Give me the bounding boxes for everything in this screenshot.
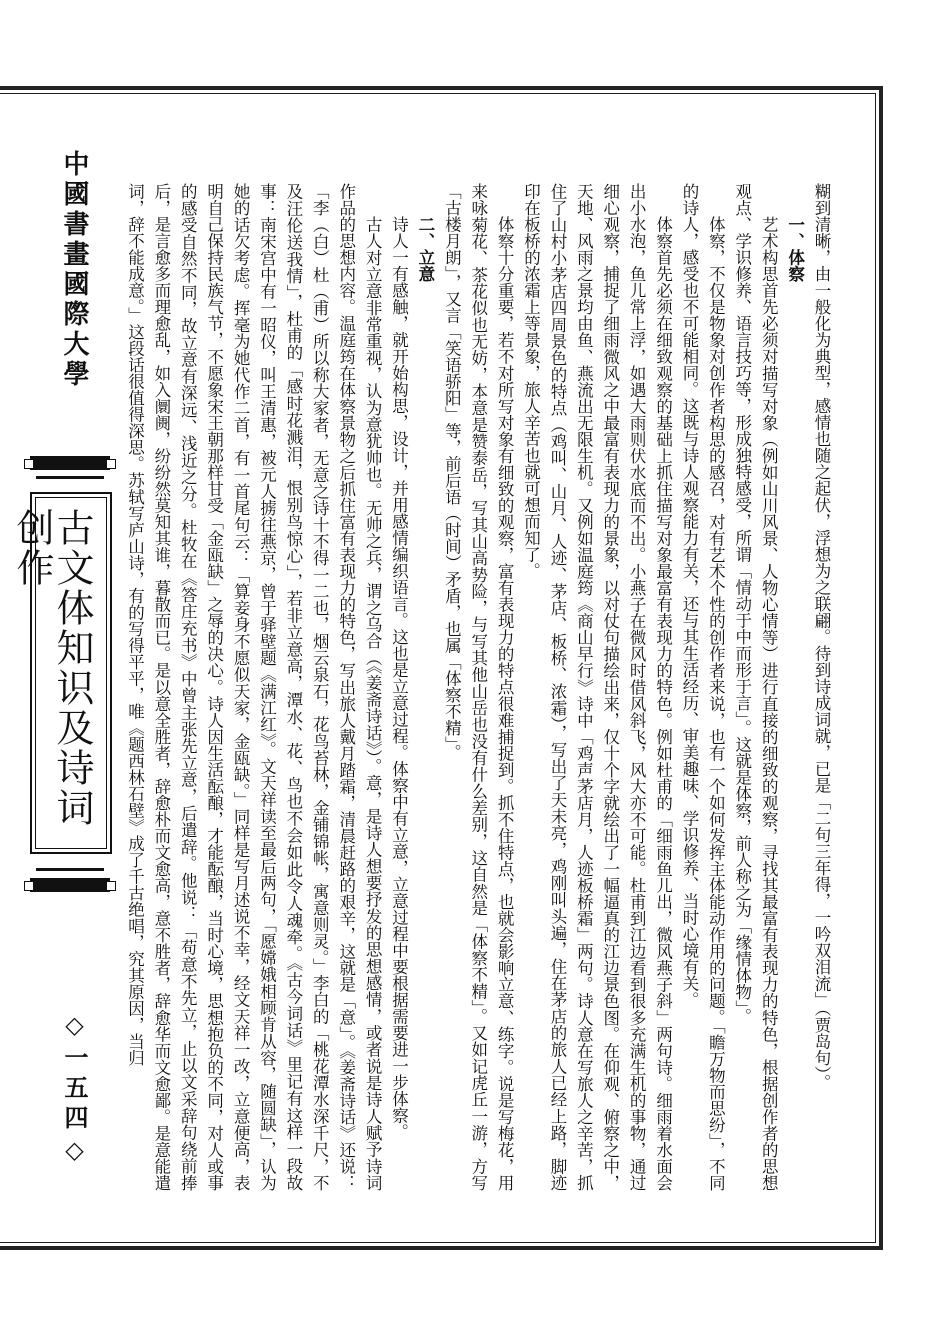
paragraph: 体察十分重要，若不对所写对象有细致的观察，富有表现力的特点很难捕捉到。抓不住特点，也就会影响立意、练字。说是写梅花，用来咏菊花、茶花似也无妨，本意是赞泰岳，写其山高势险，与写其他山岳也没有什么差别，这自然是「体察不精」。又如记虎丘一游，方写「古楼月朗」，又言「笑语骄阳」等，前后语（时间）矛盾，也属「体察不精」。	[442, 183, 515, 1191]
paragraph: 古人对立意非常重视，认为意犹帅也。无帅之兵，谓之乌合（《姜斋诗话》）。意，是诗人想要抒发的思想感情，或者说是诗人赋予诗词作品的思想内容。温庭筠在体察景物之后抓住富有表现力的特色，写出旅人戴月踏霜，清晨赶路的艰辛，这就是「意」。《姜斋诗话》还说：「李（白）杜（甫）所以称大家者，无意之诗十不得一二也，烟云泉石，花鸟苔林，金铺锦帐，寓意则灵。」李白的「桃花潭水深千尺，不及汪伦送我情」，杜甫的「感时花溅泪，恨别鸟惊心」，若非立意高，潭水、花、鸟也不会如此令人魂牵。《古今词话》里记有这样一段故事：南宋宫中有一昭仪，叫王清惠，被元人掳往燕京，曾于驿壁题《满江红》。文天祥读至最后两句，「愿嫦娥相顾肯从容，随圆缺」，认为她的话欠考虑。挥毫为她代作二首，有一首尾句云：「算妾身不愿似天家，金瓯缺。」同样是写月述说不幸，经文天祥一改，立意便高，表明自己保持民族气节，不愿象宋王朝那样甘受「金瓯缺」之辱的决心。诗人因生活酝酿，才能酝酿，当时心境，思想抱负的不同，对人或事的感受自然不同，故立意有深远、浅近之分。杜牧在《答庄充书》中曾主张先立意，后遣辞。他说：「苟意不先立，止以文采辞句绕前捧后，是言愈多而理愈乱，如入阛阓，纷纷然莫知其谁，暮散而已。是以意全胜者，辞愈朴而文愈高，意不胜者，辞愈华而文愈鄙。是意能遣词，辞不能成意。」这段话很值得深思。苏轼写庐山诗，有的写得平平，唯《题西林石壁》成了千古绝唱，究其原因，当归	[125, 183, 383, 1191]
ornament-bar-top	[30, 456, 110, 470]
ornament-bar-bottom	[30, 878, 110, 892]
paragraph: 糊到清晰，由一般化为典型，感情也随之起伏，浮想为之联翩。待到诗成词就，已是「二句三年得，一吟双泪流」（贾岛句）。	[812, 183, 831, 1091]
book-title: 古文体知识及诗词创作	[10, 508, 94, 828]
main-text	[125, 183, 834, 1191]
section-heading-intent: 二、立意	[415, 216, 435, 282]
paragraph: 诗人一有感触，就开始构思，设计，并用感情编织语言。这也是立意过程。体察中有立意，立意过程中要根据需要进一步体察。	[389, 216, 409, 1140]
section-heading-observation: 一、体察	[785, 216, 805, 282]
series-title: 中國書畫國際大學	[59, 150, 89, 390]
paragraph: 体察，不仅是物象对创作者构思的感召，对有艺术个性的创作者来说，也有一个如何发挥主体能动作用的问题。「瞻万物而思纷」，不同的诗人，感受也不可能相同。这既与诗人观察能力有关，还与其生活经历、审美趣味、学识修养、当时心境有关。	[679, 183, 726, 1191]
ornament-line-top	[36, 476, 104, 479]
book-title-box	[10, 492, 112, 854]
paragraph: 艺术构思首先必须对描写对象（例如山川风景、人物心情等）进行直接的细致的观察，寻找其最富有表现力的特色，根据创作者的思想观点、学识修养、语言技巧等，形成独特感受，所谓「情动于中而形于言」。这就是体察，前人称之为「缘情体物」。	[732, 183, 779, 1191]
ornament-line-bottom	[36, 868, 104, 871]
paragraph: 体察首先必须在细致观察的基础上抓住描写对象最富有表现力的特色。例如杜甫的「细雨鱼儿出，微风燕子斜」两句诗。细雨着水面会出小水泡，鱼儿常上浮，如遇大雨则伏水底而不出。小燕子在微风时借风斜飞，风大亦不可能。杜甫到江边看到很多充满生机的事物，通过细心观察，捕捉了细雨微风之中最富有表现力的景象，以对仗句描绘出来，仅十个字就绘出了一幅逼真的江边景色图。在仰观、俯察之中，天地、风雨之景均由鱼、燕流出无限生机。又例如温庭筠《商山早行》诗中「鸡声茅店月，人迹板桥霜」两句。诗人意在写旅人之辛苦，抓住了山村小茅店四周景色的特点（鸡叫、山月、人迹、茅店、板桥、浓霜），写出了天未亮，鸡刚叫头遍，住在茅店的旅人已经上路，脚迹印在板桥的浓霜上等景象，旅人辛苦也就可想而知了。	[521, 183, 673, 1191]
page-number: ◇一五四◇	[60, 1010, 89, 1170]
